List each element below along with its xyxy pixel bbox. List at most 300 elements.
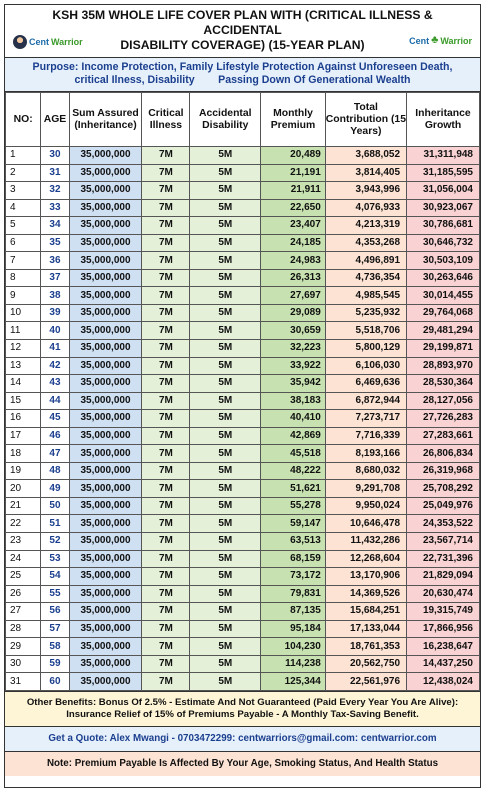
sum-assured-cell: 35,000,000 xyxy=(69,568,142,586)
note-line: Note: Premium Payable Is Affected By Your Age, Smoking Status, And Health Status xyxy=(5,751,480,776)
accidental-disability-cell: 5M xyxy=(190,234,261,252)
row-number-cell: 19 xyxy=(6,462,41,480)
accidental-disability-cell: 5M xyxy=(190,287,261,305)
row-number-cell: 16 xyxy=(6,410,41,428)
total-contribution-cell: 13,170,906 xyxy=(325,568,406,586)
total-contribution-cell: 7,273,717 xyxy=(325,410,406,428)
inheritance-growth-cell: 27,283,661 xyxy=(407,427,480,445)
age-cell: 45 xyxy=(41,410,69,428)
critical-illness-cell: 7M xyxy=(142,217,190,235)
age-cell: 49 xyxy=(41,480,69,498)
inheritance-growth-cell: 30,786,681 xyxy=(407,217,480,235)
table-row xyxy=(6,340,480,358)
accidental-disability-cell: 5M xyxy=(190,515,261,533)
row-number-cell: 18 xyxy=(6,445,41,463)
row-number-cell: 11 xyxy=(6,322,41,340)
age-cell: 34 xyxy=(41,217,69,235)
row-number-cell: 23 xyxy=(6,533,41,551)
age-cell: 30 xyxy=(41,147,69,165)
age-cell: 31 xyxy=(41,164,69,182)
monthly-premium-cell: 35,942 xyxy=(261,375,326,393)
monthly-premium-cell: 24,983 xyxy=(261,252,326,270)
table-row xyxy=(6,182,480,200)
sum-assured-cell: 35,000,000 xyxy=(69,585,142,603)
sum-assured-cell: 35,000,000 xyxy=(69,304,142,322)
row-number-cell: 8 xyxy=(6,269,41,287)
age-cell: 35 xyxy=(41,234,69,252)
accidental-disability-cell: 5M xyxy=(190,164,261,182)
table-row xyxy=(6,550,480,568)
table-row xyxy=(6,497,480,515)
inheritance-growth-cell: 17,866,956 xyxy=(407,620,480,638)
row-number-cell: 30 xyxy=(6,655,41,673)
row-number-cell: 2 xyxy=(6,164,41,182)
age-cell: 57 xyxy=(41,620,69,638)
benefits-line-1: Other Benefits: Bonus Of 2.5% - Estimate And Not Guaranteed (Paid Every Year You Are Alive): xyxy=(26,696,459,708)
table-row xyxy=(6,445,480,463)
critical-illness-cell: 7M xyxy=(142,164,190,182)
inheritance-growth-cell: 22,731,396 xyxy=(407,550,480,568)
logo-left-word1: Cent xyxy=(29,37,49,47)
table-row xyxy=(6,462,480,480)
monthly-premium-cell: 104,230 xyxy=(261,638,326,656)
row-number-cell: 29 xyxy=(6,638,41,656)
accidental-disability-cell: 5M xyxy=(190,673,261,691)
accidental-disability-cell: 5M xyxy=(190,199,261,217)
age-cell: 39 xyxy=(41,304,69,322)
age-cell: 55 xyxy=(41,585,69,603)
monthly-premium-cell: 40,410 xyxy=(261,410,326,428)
monthly-premium-cell: 48,222 xyxy=(261,462,326,480)
inheritance-growth-cell: 31,311,948 xyxy=(407,147,480,165)
accidental-disability-cell: 5M xyxy=(190,375,261,393)
monthly-premium-cell: 45,518 xyxy=(261,445,326,463)
monthly-premium-cell: 114,238 xyxy=(261,655,326,673)
purpose-line-2: critical Ilness, Disability Passing Down Of Generational Wealth xyxy=(74,74,411,86)
total-contribution-cell: 4,496,891 xyxy=(325,252,406,270)
sum-assured-cell: 35,000,000 xyxy=(69,673,142,691)
total-contribution-cell: 5,518,706 xyxy=(325,322,406,340)
accidental-disability-cell: 5M xyxy=(190,322,261,340)
inheritance-growth-cell: 25,049,976 xyxy=(407,497,480,515)
sum-assured-cell: 35,000,000 xyxy=(69,357,142,375)
inheritance-growth-cell: 31,185,595 xyxy=(407,164,480,182)
table-header-row xyxy=(6,93,480,147)
total-contribution-cell: 4,985,545 xyxy=(325,287,406,305)
monthly-premium-cell: 27,697 xyxy=(261,287,326,305)
age-cell: 58 xyxy=(41,638,69,656)
row-number-cell: 25 xyxy=(6,568,41,586)
critical-illness-cell: 7M xyxy=(142,182,190,200)
monthly-premium-cell: 20,489 xyxy=(261,147,326,165)
column-header-critical-illness: Critical Illness xyxy=(142,93,190,147)
title-line-2: DISABILITY COVERAGE) (15-YEAR PLAN) xyxy=(120,38,365,52)
row-number-cell: 15 xyxy=(6,392,41,410)
table-row xyxy=(6,164,480,182)
purpose-banner xyxy=(5,58,480,92)
accidental-disability-cell: 5M xyxy=(190,147,261,165)
row-number-cell: 9 xyxy=(6,287,41,305)
sum-assured-cell: 35,000,000 xyxy=(69,410,142,428)
total-contribution-cell: 12,268,604 xyxy=(325,550,406,568)
row-number-cell: 28 xyxy=(6,620,41,638)
inheritance-growth-cell: 24,353,522 xyxy=(407,515,480,533)
sum-assured-cell: 35,000,000 xyxy=(69,480,142,498)
monthly-premium-cell: 26,313 xyxy=(261,269,326,287)
critical-illness-cell: 7M xyxy=(142,322,190,340)
age-cell: 59 xyxy=(41,655,69,673)
critical-illness-cell: 7M xyxy=(142,147,190,165)
accidental-disability-cell: 5M xyxy=(190,182,261,200)
critical-illness-cell: 7M xyxy=(142,427,190,445)
row-number-cell: 17 xyxy=(6,427,41,445)
critical-illness-cell: 7M xyxy=(142,515,190,533)
table-row xyxy=(6,322,480,340)
table-row xyxy=(6,603,480,621)
sum-assured-cell: 35,000,000 xyxy=(69,375,142,393)
monthly-premium-cell: 30,659 xyxy=(261,322,326,340)
column-header-sum-assured: Sum Assured (Inheritance) xyxy=(69,93,142,147)
page-title xyxy=(45,8,440,53)
sum-assured-cell: 35,000,000 xyxy=(69,322,142,340)
table-row xyxy=(6,568,480,586)
age-cell: 44 xyxy=(41,392,69,410)
accidental-disability-cell: 5M xyxy=(190,480,261,498)
row-number-cell: 20 xyxy=(6,480,41,498)
row-number-cell: 27 xyxy=(6,603,41,621)
logo-left xyxy=(13,35,83,49)
logo-left-word2: Warrior xyxy=(51,37,83,47)
contact-line: Get a Quote: Alex Mwangi - 0703472299: centwarriors@gmail.com: centwarrior.com xyxy=(5,726,480,751)
total-contribution-cell: 5,235,932 xyxy=(325,304,406,322)
critical-illness-cell: 7M xyxy=(142,252,190,270)
premium-table xyxy=(5,92,480,691)
monthly-premium-cell: 125,344 xyxy=(261,673,326,691)
critical-illness-cell: 7M xyxy=(142,568,190,586)
header xyxy=(5,5,480,58)
sum-assured-cell: 35,000,000 xyxy=(69,147,142,165)
total-contribution-cell: 6,106,030 xyxy=(325,357,406,375)
row-number-cell: 1 xyxy=(6,147,41,165)
sum-assured-cell: 35,000,000 xyxy=(69,234,142,252)
total-contribution-cell: 9,950,024 xyxy=(325,497,406,515)
sum-assured-cell: 35,000,000 xyxy=(69,340,142,358)
accidental-disability-cell: 5M xyxy=(190,445,261,463)
sum-assured-cell: 35,000,000 xyxy=(69,515,142,533)
total-contribution-cell: 22,561,976 xyxy=(325,673,406,691)
critical-illness-cell: 7M xyxy=(142,269,190,287)
monthly-premium-cell: 24,185 xyxy=(261,234,326,252)
row-number-cell: 13 xyxy=(6,357,41,375)
total-contribution-cell: 20,562,750 xyxy=(325,655,406,673)
accidental-disability-cell: 5M xyxy=(190,533,261,551)
total-contribution-cell: 4,076,933 xyxy=(325,199,406,217)
critical-illness-cell: 7M xyxy=(142,287,190,305)
total-contribution-cell: 8,193,166 xyxy=(325,445,406,463)
inheritance-growth-cell: 28,893,970 xyxy=(407,357,480,375)
logo-right xyxy=(409,35,472,46)
inheritance-growth-cell: 28,127,056 xyxy=(407,392,480,410)
avatar-icon xyxy=(13,35,27,49)
age-cell: 60 xyxy=(41,673,69,691)
age-cell: 36 xyxy=(41,252,69,270)
total-contribution-cell: 10,646,478 xyxy=(325,515,406,533)
sum-assured-cell: 35,000,000 xyxy=(69,427,142,445)
sum-assured-cell: 35,000,000 xyxy=(69,199,142,217)
critical-illness-cell: 7M xyxy=(142,357,190,375)
critical-illness-cell: 7M xyxy=(142,445,190,463)
monthly-premium-cell: 55,278 xyxy=(261,497,326,515)
inheritance-growth-cell: 23,567,714 xyxy=(407,533,480,551)
age-cell: 50 xyxy=(41,497,69,515)
accidental-disability-cell: 5M xyxy=(190,462,261,480)
monthly-premium-cell: 59,147 xyxy=(261,515,326,533)
monthly-premium-cell: 68,159 xyxy=(261,550,326,568)
row-number-cell: 10 xyxy=(6,304,41,322)
monthly-premium-cell: 23,407 xyxy=(261,217,326,235)
monthly-premium-cell: 87,135 xyxy=(261,603,326,621)
inheritance-growth-cell: 16,238,647 xyxy=(407,638,480,656)
critical-illness-cell: 7M xyxy=(142,199,190,217)
critical-illness-cell: 7M xyxy=(142,673,190,691)
total-contribution-cell: 11,432,286 xyxy=(325,533,406,551)
column-header-total-contribution: Total Contribution (15 Years) xyxy=(325,93,406,147)
row-number-cell: 21 xyxy=(6,497,41,515)
inheritance-growth-cell: 25,708,292 xyxy=(407,480,480,498)
row-number-cell: 12 xyxy=(6,340,41,358)
monthly-premium-cell: 42,869 xyxy=(261,427,326,445)
monthly-premium-cell: 73,172 xyxy=(261,568,326,586)
accidental-disability-cell: 5M xyxy=(190,620,261,638)
sum-assured-cell: 35,000,000 xyxy=(69,620,142,638)
tree-icon: ♣ xyxy=(431,34,439,46)
accidental-disability-cell: 5M xyxy=(190,585,261,603)
row-number-cell: 24 xyxy=(6,550,41,568)
critical-illness-cell: 7M xyxy=(142,340,190,358)
table-row xyxy=(6,585,480,603)
critical-illness-cell: 7M xyxy=(142,480,190,498)
inheritance-growth-cell: 19,315,749 xyxy=(407,603,480,621)
table-row xyxy=(6,304,480,322)
monthly-premium-cell: 63,513 xyxy=(261,533,326,551)
accidental-disability-cell: 5M xyxy=(190,638,261,656)
monthly-premium-cell: 21,911 xyxy=(261,182,326,200)
accidental-disability-cell: 5M xyxy=(190,603,261,621)
row-number-cell: 26 xyxy=(6,585,41,603)
age-cell: 33 xyxy=(41,199,69,217)
critical-illness-cell: 7M xyxy=(142,603,190,621)
monthly-premium-cell: 21,191 xyxy=(261,164,326,182)
total-contribution-cell: 14,369,526 xyxy=(325,585,406,603)
critical-illness-cell: 7M xyxy=(142,462,190,480)
table-row xyxy=(6,427,480,445)
table-row xyxy=(6,252,480,270)
purpose-line-1: Purpose: Income Protection, Family Lifestyle Protection Against Unforeseen Death, xyxy=(32,61,453,73)
table-row xyxy=(6,392,480,410)
inheritance-growth-cell: 30,503,109 xyxy=(407,252,480,270)
accidental-disability-cell: 5M xyxy=(190,217,261,235)
total-contribution-cell: 5,800,129 xyxy=(325,340,406,358)
table-row xyxy=(6,480,480,498)
column-header-age: AGE xyxy=(41,93,69,147)
age-cell: 47 xyxy=(41,445,69,463)
table-row xyxy=(6,357,480,375)
inheritance-growth-cell: 30,263,646 xyxy=(407,269,480,287)
table-row xyxy=(6,655,480,673)
table-row xyxy=(6,533,480,551)
sum-assured-cell: 35,000,000 xyxy=(69,603,142,621)
inheritance-growth-cell: 30,923,067 xyxy=(407,199,480,217)
inheritance-growth-cell: 14,437,250 xyxy=(407,655,480,673)
table-row xyxy=(6,287,480,305)
age-cell: 56 xyxy=(41,603,69,621)
table-row xyxy=(6,620,480,638)
logo-right-word1: Cent xyxy=(409,35,430,46)
monthly-premium-cell: 22,650 xyxy=(261,199,326,217)
total-contribution-cell: 3,814,405 xyxy=(325,164,406,182)
sum-assured-cell: 35,000,000 xyxy=(69,655,142,673)
other-benefits xyxy=(5,691,480,726)
sum-assured-cell: 35,000,000 xyxy=(69,533,142,551)
sum-assured-cell: 35,000,000 xyxy=(69,550,142,568)
sum-assured-cell: 35,000,000 xyxy=(69,217,142,235)
accidental-disability-cell: 5M xyxy=(190,340,261,358)
sum-assured-cell: 35,000,000 xyxy=(69,462,142,480)
age-cell: 41 xyxy=(41,340,69,358)
plan-sheet xyxy=(4,4,481,788)
age-cell: 54 xyxy=(41,568,69,586)
critical-illness-cell: 7M xyxy=(142,620,190,638)
accidental-disability-cell: 5M xyxy=(190,304,261,322)
age-cell: 52 xyxy=(41,533,69,551)
column-header-inheritance-growth: Inheritance Growth xyxy=(407,93,480,147)
accidental-disability-cell: 5M xyxy=(190,269,261,287)
critical-illness-cell: 7M xyxy=(142,375,190,393)
table-row xyxy=(6,375,480,393)
monthly-premium-cell: 32,223 xyxy=(261,340,326,358)
monthly-premium-cell: 79,831 xyxy=(261,585,326,603)
sum-assured-cell: 35,000,000 xyxy=(69,638,142,656)
table-row xyxy=(6,673,480,691)
total-contribution-cell: 3,688,052 xyxy=(325,147,406,165)
accidental-disability-cell: 5M xyxy=(190,427,261,445)
age-cell: 40 xyxy=(41,322,69,340)
benefits-line-2: Insurance Relief of 15% of Premiums Payable - A Monthly Tax-Saving Benefit. xyxy=(66,708,419,720)
table-row xyxy=(6,410,480,428)
total-contribution-cell: 4,736,354 xyxy=(325,269,406,287)
accidental-disability-cell: 5M xyxy=(190,410,261,428)
sum-assured-cell: 35,000,000 xyxy=(69,269,142,287)
monthly-premium-cell: 95,184 xyxy=(261,620,326,638)
inheritance-growth-cell: 27,726,283 xyxy=(407,410,480,428)
inheritance-growth-cell: 30,646,732 xyxy=(407,234,480,252)
inheritance-growth-cell: 26,806,834 xyxy=(407,445,480,463)
total-contribution-cell: 6,872,944 xyxy=(325,392,406,410)
sum-assured-cell: 35,000,000 xyxy=(69,252,142,270)
age-cell: 37 xyxy=(41,269,69,287)
monthly-premium-cell: 51,621 xyxy=(261,480,326,498)
table-row xyxy=(6,199,480,217)
inheritance-growth-cell: 29,764,068 xyxy=(407,304,480,322)
total-contribution-cell: 4,213,319 xyxy=(325,217,406,235)
monthly-premium-cell: 33,922 xyxy=(261,357,326,375)
table-row xyxy=(6,515,480,533)
logo-right-word2: Warrior xyxy=(440,35,472,46)
age-cell: 38 xyxy=(41,287,69,305)
age-cell: 48 xyxy=(41,462,69,480)
table-row xyxy=(6,638,480,656)
row-number-cell: 5 xyxy=(6,217,41,235)
inheritance-growth-cell: 29,481,294 xyxy=(407,322,480,340)
critical-illness-cell: 7M xyxy=(142,410,190,428)
critical-illness-cell: 7M xyxy=(142,533,190,551)
total-contribution-cell: 4,353,268 xyxy=(325,234,406,252)
critical-illness-cell: 7M xyxy=(142,234,190,252)
critical-illness-cell: 7M xyxy=(142,392,190,410)
sum-assured-cell: 35,000,000 xyxy=(69,392,142,410)
column-header-row-number: NO: xyxy=(6,93,41,147)
total-contribution-cell: 17,133,044 xyxy=(325,620,406,638)
sum-assured-cell: 35,000,000 xyxy=(69,287,142,305)
inheritance-growth-cell: 30,014,455 xyxy=(407,287,480,305)
table-row xyxy=(6,217,480,235)
column-header-monthly-premium: Monthly Premium xyxy=(261,93,326,147)
accidental-disability-cell: 5M xyxy=(190,568,261,586)
monthly-premium-cell: 29,089 xyxy=(261,304,326,322)
critical-illness-cell: 7M xyxy=(142,550,190,568)
total-contribution-cell: 15,684,251 xyxy=(325,603,406,621)
row-number-cell: 6 xyxy=(6,234,41,252)
critical-illness-cell: 7M xyxy=(142,655,190,673)
accidental-disability-cell: 5M xyxy=(190,252,261,270)
table-row xyxy=(6,147,480,165)
inheritance-growth-cell: 31,056,004 xyxy=(407,182,480,200)
row-number-cell: 4 xyxy=(6,199,41,217)
column-header-accidental-disability: Accidental Disability xyxy=(190,93,261,147)
critical-illness-cell: 7M xyxy=(142,585,190,603)
inheritance-growth-cell: 29,199,871 xyxy=(407,340,480,358)
total-contribution-cell: 8,680,032 xyxy=(325,462,406,480)
row-number-cell: 14 xyxy=(6,375,41,393)
sum-assured-cell: 35,000,000 xyxy=(69,445,142,463)
age-cell: 32 xyxy=(41,182,69,200)
total-contribution-cell: 18,761,353 xyxy=(325,638,406,656)
monthly-premium-cell: 38,183 xyxy=(261,392,326,410)
title-line-1: KSH 35M WHOLE LIFE COVER PLAN WITH (CRITICAL ILLNESS & ACCIDENTAL xyxy=(52,8,433,37)
accidental-disability-cell: 5M xyxy=(190,655,261,673)
total-contribution-cell: 7,716,339 xyxy=(325,427,406,445)
total-contribution-cell: 9,291,708 xyxy=(325,480,406,498)
critical-illness-cell: 7M xyxy=(142,497,190,515)
accidental-disability-cell: 5M xyxy=(190,497,261,515)
inheritance-growth-cell: 20,630,474 xyxy=(407,585,480,603)
accidental-disability-cell: 5M xyxy=(190,550,261,568)
table-row xyxy=(6,269,480,287)
inheritance-growth-cell: 26,319,968 xyxy=(407,462,480,480)
age-cell: 43 xyxy=(41,375,69,393)
row-number-cell: 7 xyxy=(6,252,41,270)
total-contribution-cell: 6,469,636 xyxy=(325,375,406,393)
sum-assured-cell: 35,000,000 xyxy=(69,497,142,515)
age-cell: 46 xyxy=(41,427,69,445)
inheritance-growth-cell: 21,829,094 xyxy=(407,568,480,586)
age-cell: 42 xyxy=(41,357,69,375)
age-cell: 53 xyxy=(41,550,69,568)
row-number-cell: 22 xyxy=(6,515,41,533)
inheritance-growth-cell: 28,530,364 xyxy=(407,375,480,393)
row-number-cell: 3 xyxy=(6,182,41,200)
total-contribution-cell: 3,943,996 xyxy=(325,182,406,200)
